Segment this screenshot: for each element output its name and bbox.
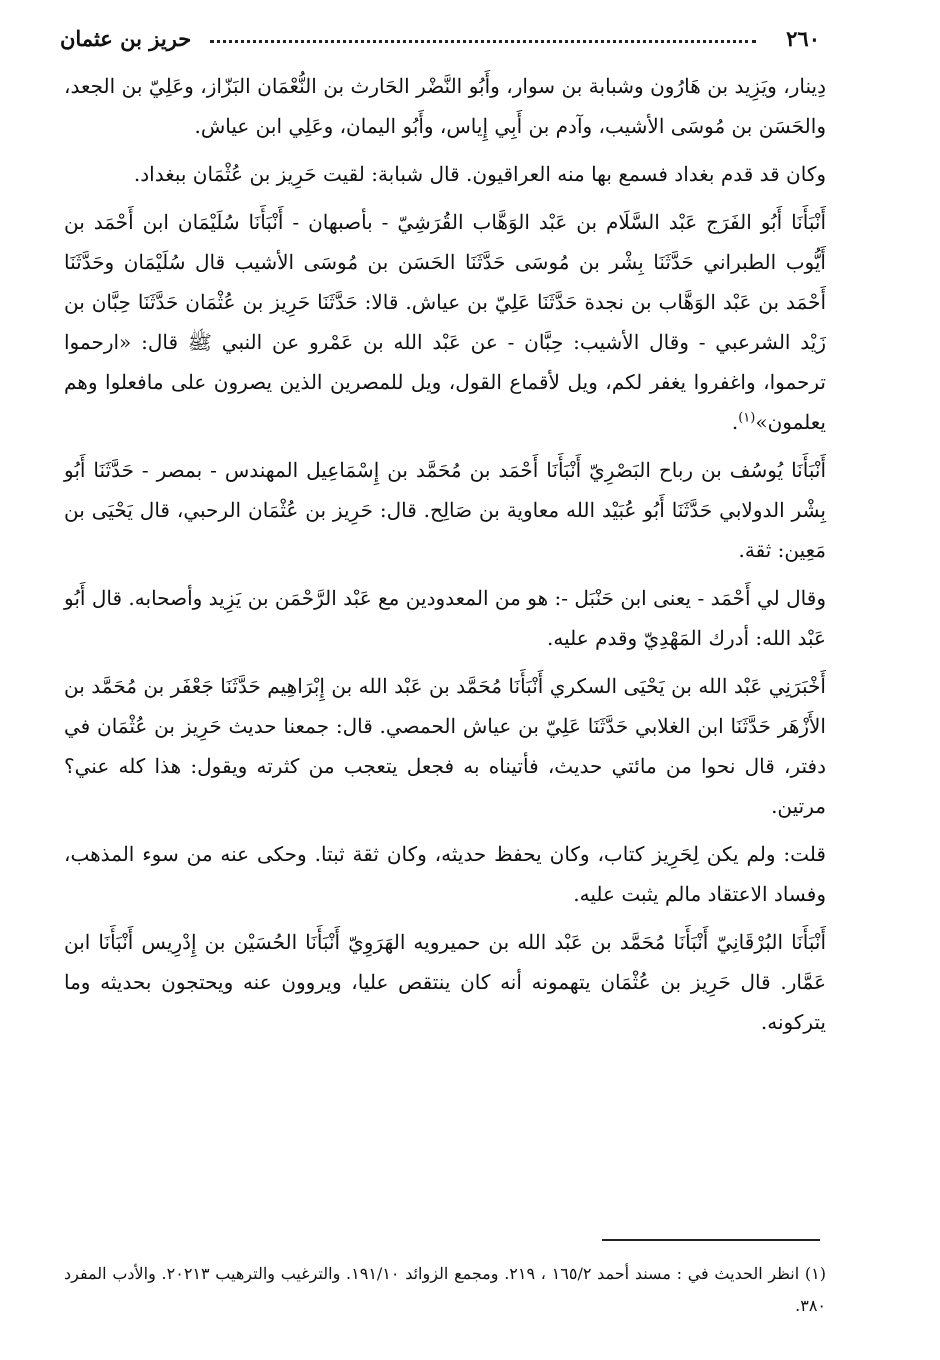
paragraph: أَخْبَرَنِي عَبْد الله بن يَحْيَى السكري أَنْبَأَنَا مُحَمَّد بن عَبْد الله بن إِبْرَاهِيم حَدَّثَنَا جَعْفَر بن مُحَمَّد بن الأَزْهَر حَدَّثَنَا ابن الغلابي حَدَّثَنَا عَلِيّ بن عياش الحمصي. قال: جمعنا حديث حَرِيز بن عُثْمَان في دفتر، قال نحوا من مائتي حديث، فأتيناه به فجعل يتعجب من كثرته ويقول: هذا كله عني؟ مرتين. xyxy=(64,674,827,818)
paragraph: دِينار، ويَزِيد بن هَارُون وشبابة بن سوار، وأَبُو النَّضْر الحَارث بن النُّعْمَان البَزّاز، وعَلِيّ بن الجعد، والحَسَن بن مُوسَى الأشيب، وآدم بن أَبِي إِياس، وأَبُو اليمان، وعَلِي ابن عياش. xyxy=(64,74,826,138)
paragraph: وكان قد قدم بغداد فسمع بها منه العراقيون. قال شبابة: لقيت حَرِيز بن عُثْمَان ببغداد. xyxy=(133,162,826,186)
paragraph: أَنْبَأَنَا البُرْقَانِيّ أَنْبَأَنَا مُحَمَّد بن عَبْد الله بن حميرويه الهَرَوِيّ أَنْبَأَنَا الحُسَيْن بن إِدْرِيس أَنْبَأَنَا ابن عَمَّار. قال حَرِيز بن عُثْمَان يتهمونه أنه كان ينتقص عليا، ويروون عنه ويحتجون بحديثه وما يتركونه. xyxy=(64,930,826,1034)
main-text xyxy=(64,66,826,1050)
paragraph: قلت: ولم يكن لِحَرِيز كتاب، وكان يحفظ حديثه، وكان ثقة ثبتا. وحكى عنه من سوء المذهب، وفساد الاعتقاد مالم يثبت عليه. xyxy=(64,842,826,906)
paragraph: أَنْبَأَنَا يُوسُف بن رباح البَصْرِيّ أَنْبَأَنَا أَحْمَد بن مُحَمَّد بن إِسْمَاعِيل المهندس - بمصر - حَدَّثَنَا أَبُو بِشْر الدولابي حَدَّثَنَا أَبُو عُبَيْد الله معاوية بن صَالِح. قال: حَرِيز بن عُثْمَان الرحبي، قال يَحْيَى بن مَعِين: ثقة. xyxy=(64,458,826,562)
paragraph: وقال لي أَحْمَد - يعنى ابن حَنْبَل -: هو من المعدودين مع عَبْد الرَّحْمَن بن يَزِيد وأصحابه. قال أَبُو عَبْد الله: أدرك المَهْدِيّ وقدم عليه. xyxy=(64,586,826,650)
running-title: حريز بن عثمان xyxy=(60,26,192,51)
paragraph-text: أَنْبَأَنَا أَبُو الفَرَج عَبْد السَّلَام بن عَبْد الوَهَّاب القُرَشِيّ - بأصبهان - أَنْبَأَنَا سُلَيْمَان ابن أَحْمَد بن أَيُّوب الطبراني حَدَّثَنَا بِشْر بن مُوسَى حَدَّثَنَا الحَسَن بن مُوسَى الأشيب قال سُلَيْمَان وحَدَّثَنَا أَحْمَد بن عَبْد الوَهَّاب بن نجدة حَدَّثَنَا عَلِيّ بن عياش. قالا: حَدَّثَنَا حَرِيز بن عُثْمَان حَدَّثَنَا حِبَّان بن زَيْد الشرعبي - وقال الأشيب: حِبَّان - عن عَبْد الله بن عَمْرو عن النبي ﷺ قال: «ارحموا ترحموا، واغفروا يغفر لكم، ويل لأقماع القول، ويل للمصرين الذين يصرون على مافعلوا وهم يعلمون» xyxy=(64,210,826,434)
page-number: ٢٦٠ xyxy=(786,26,820,51)
footnote: (١) انظر الحديث في : مسند أحمد ١٦٥/٢ ، ٢١٩. ومجمع الزوائد ١٩١/١٠. والترغيب والترهيب ٢٠٢١٣. والأدب المفرد ٣٨٠. xyxy=(64,1264,827,1315)
dotted-leader xyxy=(210,40,756,43)
paragraph: أَنْبَأَنَا أَبُو الفَرَج عَبْد السَّلَام بن عَبْد الوَهَّاب القُرَشِيّ - بأصبهان - أَنْبَأَنَا سُلَيْمَان ابن أَحْمَد بن أَيُّوب الطبراني حَدَّثَنَا بِشْر بن مُوسَى حَدَّثَنَا الحَسَن بن مُوسَى الأشيب قال سُلَيْمَان وحَدَّثَنَا أَحْمَد بن عَبْد الوَهَّاب بن نجدة حَدَّثَنَا عَلِيّ بن عياش. قالا: حَدَّثَنَا حَرِيز بن عُثْمَان حَدَّثَنَا حِبَّان بن زَيْد الشرعبي - وقال الأشيب: حِبَّان - عن عَبْد الله بن عَمْرو عن النبي ﷺ قال: «ارحموا ترحموا، واغفروا يغفر لكم، ويل لأقماع القول، ويل للمصرين الذين يصرون على مافعلوا وهم يعلمون»$^{(١)}$. xyxy=(64,210,826,434)
footnote-marker: (١) xyxy=(738,410,756,426)
page-header xyxy=(60,26,820,60)
footnote-divider xyxy=(602,1239,820,1241)
